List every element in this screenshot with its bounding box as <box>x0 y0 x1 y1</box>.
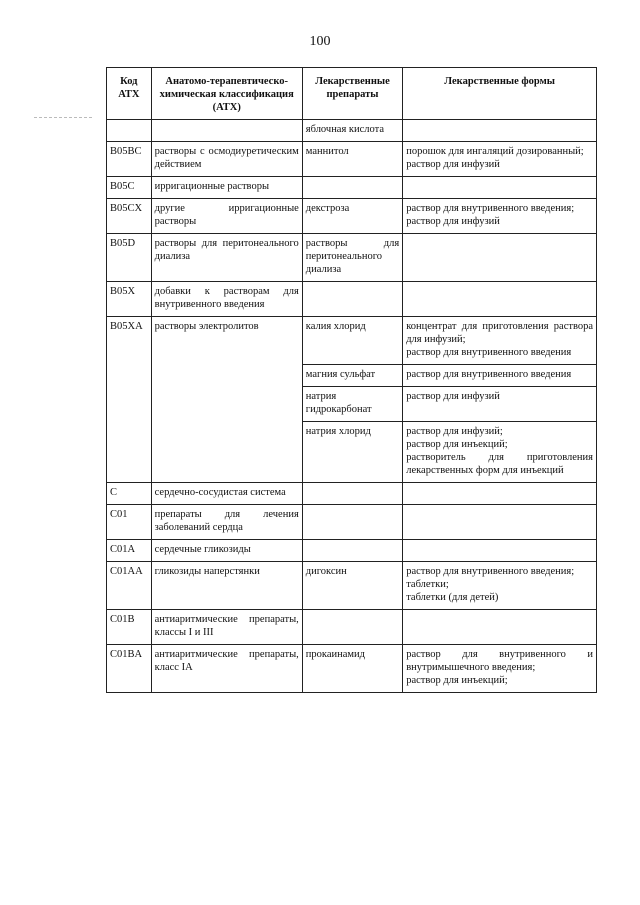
form-line: раствор для внутривенного введения <box>406 347 572 358</box>
cell-code: C01AA <box>107 562 152 610</box>
cell-forms <box>403 562 597 610</box>
cell-classification: антиаритмические препараты, класс IA <box>151 645 302 693</box>
table-body <box>107 120 597 693</box>
form-line: таблетки (для детей) <box>406 592 499 603</box>
cell-forms <box>403 505 597 540</box>
cell-drug: дигоксин <box>302 562 402 610</box>
cell-drug: прокаинамид <box>302 645 402 693</box>
cell-classification: гликозиды наперстянки <box>151 562 302 610</box>
form-line: порошок для ингаляций дозированный; <box>406 146 584 157</box>
form-line: раствор для внутривенного введения <box>406 369 572 380</box>
table-row <box>107 199 597 234</box>
cell-classification: растворы для перитонеального диализа <box>151 234 302 282</box>
cell-forms <box>403 365 597 387</box>
cell-code: B05XA <box>107 317 152 483</box>
form-line: раствор для инфузий <box>406 159 500 170</box>
cell-drug: растворы для перитонеального диализа <box>302 234 402 282</box>
cell-code: B05D <box>107 234 152 282</box>
table-row <box>107 540 597 562</box>
form-line: раствор для инфузий <box>406 216 500 227</box>
cell-drug <box>302 610 402 645</box>
form-line: раствор для инъекций; <box>406 439 508 450</box>
cell-forms <box>403 483 597 505</box>
form-line: таблетки; <box>406 579 449 590</box>
form-line: раствор для инфузий; <box>406 426 503 437</box>
cell-forms <box>403 120 597 142</box>
header-code: Код АТХ <box>107 68 152 120</box>
cell-classification: растворы электролитов <box>151 317 302 483</box>
cell-forms <box>403 422 597 483</box>
cell-classification: препараты для лечения заболеваний сердца <box>151 505 302 540</box>
cell-forms <box>403 234 597 282</box>
cell-classification: растворы с осмодиуретическим действием <box>151 142 302 177</box>
cell-code: C <box>107 483 152 505</box>
cell-drug <box>302 282 402 317</box>
form-line: раствор для инфузий <box>406 391 500 402</box>
cell-forms <box>403 199 597 234</box>
cell-code: C01B <box>107 610 152 645</box>
table-row <box>107 505 597 540</box>
table-row <box>107 234 597 282</box>
cell-code <box>107 120 152 142</box>
cell-drug <box>302 540 402 562</box>
page-number: 100 <box>309 34 331 49</box>
cell-classification <box>151 120 302 142</box>
cell-drug: натрия хлорид <box>302 422 402 483</box>
cell-classification: добавки к растворам для внутривенного введения <box>151 282 302 317</box>
cell-drug: декстроза <box>302 199 402 234</box>
cell-forms <box>403 282 597 317</box>
table-row <box>107 177 597 199</box>
cell-forms <box>403 610 597 645</box>
cell-drug <box>302 177 402 199</box>
form-line: растворитель для приготовления лекарственных форм для инъекций <box>406 452 593 476</box>
table-row <box>107 120 597 142</box>
cell-forms <box>403 317 597 365</box>
cell-code: C01A <box>107 540 152 562</box>
cell-code: B05CX <box>107 199 152 234</box>
cell-code: C01 <box>107 505 152 540</box>
header-drugs: Лекарственные препараты <box>302 68 402 120</box>
header-forms: Лекарственные формы <box>403 68 597 120</box>
cell-forms <box>403 142 597 177</box>
table-header-row <box>107 68 597 120</box>
scan-artifact-line <box>34 117 92 118</box>
form-line: раствор для внутривенного и внутримышечного введения; <box>406 649 593 673</box>
cell-drug: маннитол <box>302 142 402 177</box>
table-row <box>107 317 597 365</box>
cell-drug <box>302 505 402 540</box>
table-row <box>107 645 597 693</box>
cell-drug <box>302 483 402 505</box>
cell-classification: другие ирригационные растворы <box>151 199 302 234</box>
cell-code: B05X <box>107 282 152 317</box>
header-classification: Анатомо-терапевтическо-химическая классификация (АТХ) <box>151 68 302 120</box>
form-line: концентрат для приготовления раствора для инфузий; <box>406 321 593 345</box>
cell-classification: сердечно-сосудистая система <box>151 483 302 505</box>
cell-code: C01BA <box>107 645 152 693</box>
form-line: раствор для внутривенного введения; <box>406 566 575 577</box>
cell-classification: ирригационные растворы <box>151 177 302 199</box>
cell-drug: яблочная кислота <box>302 120 402 142</box>
cell-classification: сердечные гликозиды <box>151 540 302 562</box>
cell-code: B05C <box>107 177 152 199</box>
table-row <box>107 610 597 645</box>
table-row <box>107 282 597 317</box>
table-row <box>107 562 597 610</box>
form-line: раствор для инъекций; <box>406 675 508 686</box>
atx-table <box>106 67 597 693</box>
cell-forms <box>403 540 597 562</box>
cell-forms <box>403 177 597 199</box>
cell-code: B05BC <box>107 142 152 177</box>
table-row <box>107 483 597 505</box>
cell-forms <box>403 387 597 422</box>
form-line: раствор для внутривенного введения; <box>406 203 575 214</box>
cell-classification: антиаритмические препараты, классы I и III <box>151 610 302 645</box>
table-row <box>107 142 597 177</box>
cell-drug: калия хлорид <box>302 317 402 365</box>
cell-drug: магния сульфат <box>302 365 402 387</box>
cell-forms <box>403 645 597 693</box>
cell-drug: натрия гидрокарбонат <box>302 387 402 422</box>
